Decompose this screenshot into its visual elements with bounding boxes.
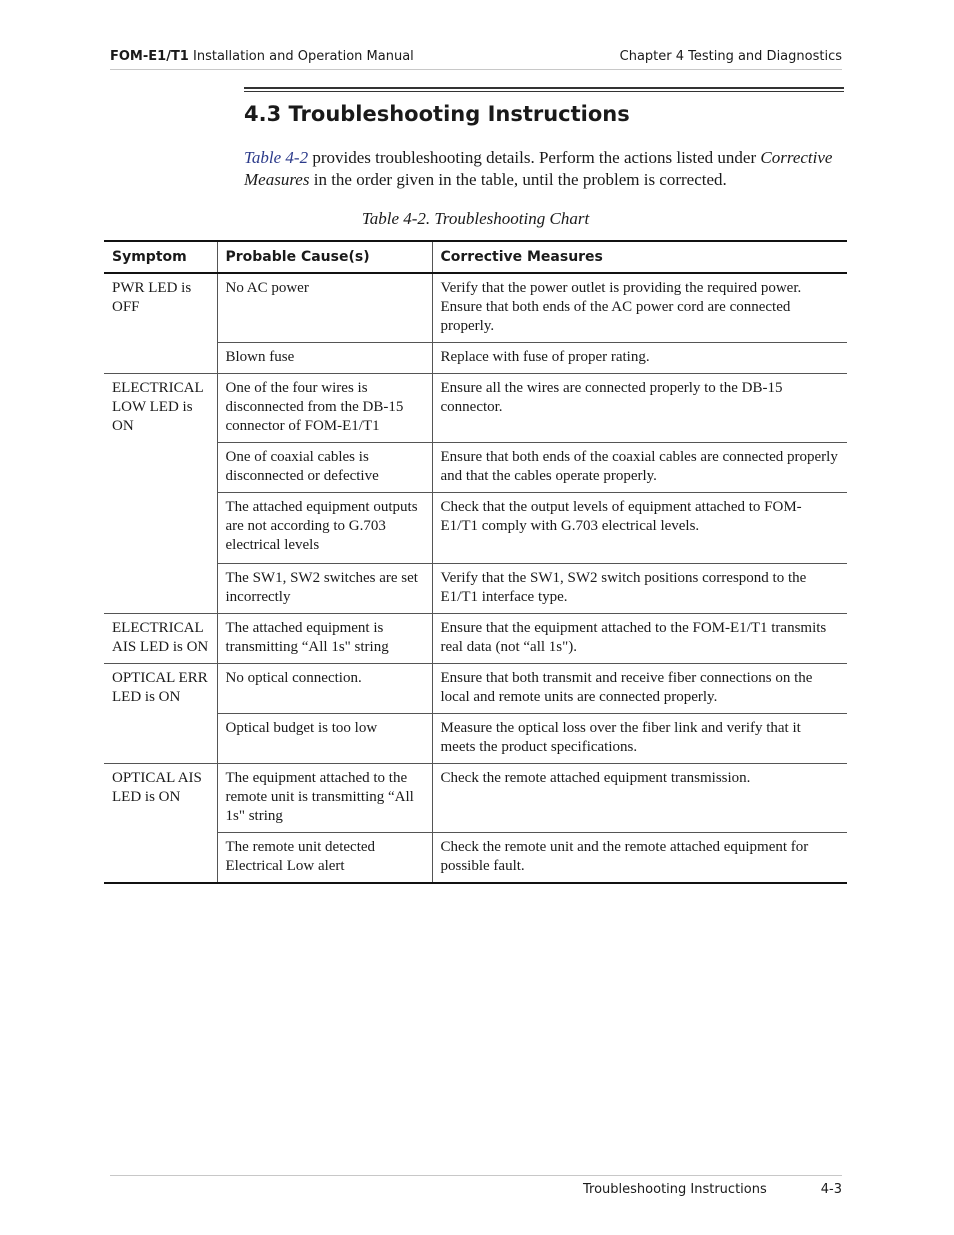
measure-cell: Verify that the power outlet is providing the required power. Ensure that both ends of the AC power cord are connected properly.: [432, 273, 847, 343]
cause-cell: Blown fuse: [217, 343, 432, 374]
table-row: [104, 664, 847, 714]
table-header-row: [104, 241, 847, 273]
table-row: [104, 273, 847, 343]
footer-rule: [110, 1175, 842, 1176]
troubleshooting-table: [104, 240, 847, 884]
cause-cell: Optical budget is too low: [217, 714, 432, 764]
measure-cell: Check that the output levels of equipment attached to FOM-E1/T1 comply with G.703 electrical levels.: [432, 493, 847, 564]
measure-cell: Measure the optical loss over the fiber link and verify that it meets the product specifications.: [432, 714, 847, 764]
symptom-cell: OPTICAL ERR LED is ON: [104, 664, 217, 764]
header-probable-causes: Probable Cause(s): [217, 241, 432, 273]
cause-cell: No AC power: [217, 273, 432, 343]
intro-text-1: provides troubleshooting details. Perform the actions listed under: [308, 148, 761, 167]
measure-cell: Verify that the SW1, SW2 switch positions correspond to the E1/T1 interface type.: [432, 564, 847, 614]
measure-cell: Replace with fuse of proper rating.: [432, 343, 847, 374]
symptom-cell: OPTICAL AIS LED is ON: [104, 764, 217, 884]
footer-section: Troubleshooting Instructions: [583, 1182, 767, 1197]
table-caption: Table 4-2. Troubleshooting Chart: [361, 209, 590, 228]
measure-cell: Ensure that both transmit and receive fiber connections on the local and remote units are connected properly.: [432, 664, 847, 714]
measure-cell: Ensure that the equipment attached to the FOM-E1/T1 transmits real data (not “all 1s").: [432, 614, 847, 664]
page-header: [110, 49, 842, 69]
table-reference-link[interactable]: Table 4-2: [244, 148, 309, 167]
intro-paragraph: [244, 147, 844, 191]
cause-cell: The SW1, SW2 switches are set incorrectly: [217, 564, 432, 614]
cause-cell: No optical connection.: [217, 664, 432, 714]
section-title: 4.3 Troubleshooting Instructions: [244, 102, 630, 126]
cause-cell: The equipment attached to the remote unit is transmitting “All 1s" string: [217, 764, 432, 833]
cause-cell: One of coaxial cables is disconnected or defective: [217, 443, 432, 493]
table-row: [104, 764, 847, 833]
cause-cell: The attached equipment outputs are not according to G.703 electrical levels: [217, 493, 432, 564]
measure-cell: Check the remote attached equipment transmission.: [432, 764, 847, 833]
table-row: [104, 614, 847, 664]
symptom-cell: ELECTRICAL AIS LED is ON: [104, 614, 217, 664]
cause-cell: The remote unit detected Electrical Low alert: [217, 833, 432, 884]
header-manual-title: [110, 49, 414, 64]
section-rule-thin: [244, 91, 844, 92]
header-product: FOM-E1/T1: [110, 49, 189, 64]
measure-cell: Check the remote unit and the remote attached equipment for possible fault.: [432, 833, 847, 884]
intro-text-2: in the order given in the table, until the problem is corrected.: [309, 170, 727, 189]
table-row: [104, 374, 847, 443]
symptom-cell: ELECTRICAL LOW LED is ON: [104, 374, 217, 614]
header-manual: Installation and Operation Manual: [193, 49, 414, 64]
cause-cell: The attached equipment is transmitting “All 1s" string: [217, 614, 432, 664]
header-symptom: Symptom: [104, 241, 217, 273]
header-chapter: Chapter 4 Testing and Diagnostics: [619, 49, 842, 64]
section-rule-thick: [244, 87, 844, 89]
measure-cell: Ensure all the wires are connected properly to the DB-15 connector.: [432, 374, 847, 443]
header-corrective-measures: Corrective Measures: [432, 241, 847, 273]
footer-page-number: 4-3: [820, 1182, 842, 1197]
cause-cell: One of the four wires is disconnected from the DB-15 connector of FOM-E1/T1: [217, 374, 432, 443]
intro-emphasis: Corrective Measures: [244, 148, 833, 189]
symptom-cell: PWR LED is OFF: [104, 273, 217, 374]
measure-cell: Ensure that both ends of the coaxial cables are connected properly and that the cables operate properly.: [432, 443, 847, 493]
header-rule: [110, 69, 842, 70]
